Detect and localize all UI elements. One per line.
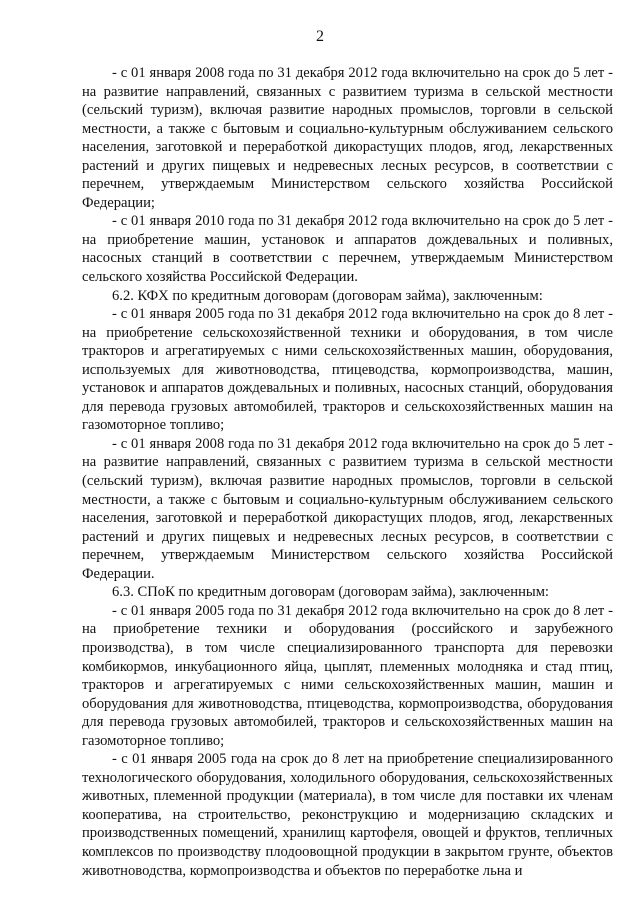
paragraph-kfh-tourism-2008: - с 01 января 2008 года по 31 декабря 2012 года включительно на срок до 5 лет - на развитие направлений, связанных с развитием туризма в сельской местности (сельский туризм), включая развитие народных промыслов, торговли в сельской местности, а также с бытовым и социально-культурным обслуживанием сельского населения, заготовкой и переработкой дикорастущих плодов, ягод, лекарственных растений и других пищевых и недревесных лесных ресурсов, в соответствии с перечнем, утверждаемым Министерством сельского хозяйства Российской Федерации. [82,435,613,582]
section-heading-6-3: 6.3. СПоК по кредитным договорам (договорам займа), заключенным: [112,584,549,601]
document-body [82,64,613,880]
paragraph-irrigation-2010: - с 01 января 2010 года по 31 декабря 2012 года включительно на срок до 5 лет - на приобретение машин, установок и аппаратов дождевальных и поливных, насосных станций в соответствии с перечнем, утверждаемым Министерством сельского хозяйства Российской Федерации. [82,213,613,286]
paragraph-spok-specialized-2005: - с 01 января 2005 года на срок до 8 лет на приобретение специализированного технологического оборудования, холодильного оборудования, сельскохозяйственных животных, племенной продукции (материала), в том числе для поставки их членам кооператива, на строительство, реконструкцию и модернизацию складских и производственных помещений, хранилищ картофеля, овощей и фруктов, тепличных комплексов по производству плодоовощной продукции в закрытом грунте, объектов животноводства, кормопроизводства и объектов по переработке льна и [82,751,613,879]
paragraph-rural-tourism-2008: - с 01 января 2008 года по 31 декабря 2012 года включительно на срок до 5 лет - на развитие направлений, связанных с развитием туризма в сельской местности (сельский туризм), включая развитие народных промыслов, торговли в сельской местности, а также с бытовым и социально-культурным обслуживанием сельского населения, заготовкой и переработкой дикорастущих плодов, ягод, лекарственных растений и других пищевых и недревесных лесных ресурсов, в соответствии с перечнем, утверждаемым Министерством сельского хозяйства Российской Федерации; [82,65,613,211]
paragraph-kfh-machinery-2005: - с 01 января 2005 года по 31 декабря 2012 года включительно на срок до 8 лет - на приобретение сельскохозяйственной техники и оборудования, в том числе тракторов и агрегатируемых с ними сельскохозяйственных машин, оборудования, используемых для животноводства, птицеводства, кормопроизводства, машин, установок и аппаратов дождевальных и поливных, насосных станций, оборудования для перевода грузовых автомобилей, тракторов и сельскохозяйственных машин на газомоторное топливо; [82,306,613,434]
page-number: 2 [316,28,324,45]
section-heading-6-2: 6.2. КФХ по кредитным договорам (договорам займа), заключенным: [112,287,543,304]
paragraph-spok-equipment-2005: - с 01 января 2005 года по 31 декабря 2012 года включительно на срок до 8 лет - на приобретение техники и оборудования (российского и зарубежного производства), в том числе специализированного транспорта для перевозки комбикормов, инкубационного яйца, цыплят, племенных молодняка и стад птиц, тракторов и агрегатируемых с ними сельскохозяйственных машин, машин и оборудования для животноводства, птицеводства, кормопроизводства, оборудования для перевода грузовых автомобилей, тракторов и сельскохозяйственных машин на газомоторное топливо; [82,602,613,749]
